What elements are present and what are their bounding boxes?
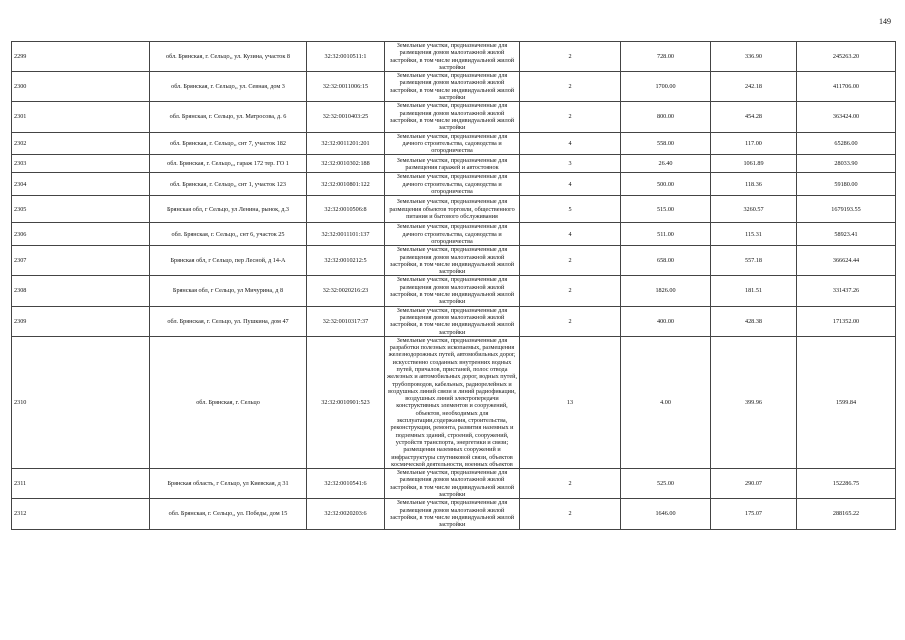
row-cadastral-value: 59180.00 [797, 173, 896, 196]
row-land-use: Земельные участки, предназначенные для дачного строительства, садоводства и огородничества [385, 223, 520, 246]
row-cadastral-value: 288165.22 [797, 499, 896, 529]
row-area: 1700.00 [621, 72, 711, 102]
row-address: Брянская обл, г Сельцо, пер Лесной, д 14-А [150, 246, 307, 276]
row-land-use: Земельные участки, предназначенные для размещения домов малоэтажной жилой застройки, в том числе индивидуальной жилой застройки [385, 499, 520, 529]
row-address: обл. Брянская, г. Сельцо,, снт 7, участок 182 [150, 132, 307, 155]
row-area: 511.00 [621, 223, 711, 246]
table-row [12, 246, 896, 276]
row-area: 1826.00 [621, 276, 711, 306]
row-land-use: Земельные участки, предназначенные для размещения домов малоэтажной жилой застройки, в том числе индивидуальной жилой застройки [385, 102, 520, 132]
row-area: 525.00 [621, 469, 711, 499]
row-cadastral-number: 32:32:0011101:137 [307, 223, 385, 246]
row-cadastral-number: 32:32:0010302:188 [307, 155, 385, 173]
row-land-use: Земельные участки, предназначенные для дачного строительства, садоводства и огородничества [385, 173, 520, 196]
table-row [12, 469, 896, 499]
table-row [12, 196, 896, 223]
table-row [12, 132, 896, 155]
row-area: 658.00 [621, 246, 711, 276]
row-land-use: Земельные участки, предназначенные для дачного строительства, садоводства и огородничества [385, 132, 520, 155]
row-group-code: 2 [520, 42, 621, 72]
table-row [12, 102, 896, 132]
row-specific-value: 3260.57 [711, 196, 797, 223]
table-row [12, 173, 896, 196]
row-cadastral-number: 32:32:0020203:6 [307, 499, 385, 529]
table-row [12, 223, 896, 246]
row-address: обл. Брянская, г. Сельцо,, снт 6, участок 25 [150, 223, 307, 246]
row-land-use: Земельные участки, предназначенные для размещения домов малоэтажной жилой застройки, в том числе индивидуальной жилой застройки [385, 42, 520, 72]
row-group-code: 2 [520, 102, 621, 132]
row-specific-value: 181.51 [711, 276, 797, 306]
row-number: 2312 [12, 499, 150, 529]
row-land-use: Земельные участки, предназначенные для размещения объектов торговли, общественного питания и бытового обслуживания [385, 196, 520, 223]
row-land-use: Земельные участки, предназначенные для размещения гаражей и автостоянок [385, 155, 520, 173]
row-specific-value: 175.07 [711, 499, 797, 529]
row-cadastral-value: 363424.00 [797, 102, 896, 132]
row-land-use: Земельные участки, предназначенные для размещения домов малоэтажной жилой застройки, в том числе индивидуальной жилой застройки [385, 72, 520, 102]
row-specific-value: 1061.89 [711, 155, 797, 173]
row-specific-value: 454.28 [711, 102, 797, 132]
row-specific-value: 336.90 [711, 42, 797, 72]
row-area: 400.00 [621, 306, 711, 336]
row-number: 2305 [12, 196, 150, 223]
row-number: 2308 [12, 276, 150, 306]
row-group-code: 4 [520, 223, 621, 246]
row-cadastral-value: 171352.00 [797, 306, 896, 336]
row-land-use: Земельные участки, предназначенные для разработки полезных ископаемых, размещения железнодорожных путей, автомобильных дорог, искусственно созданных внутренних водных путей, причалов, пристаней, полос отвода железных и автомобильных дорог, водных путей, трубопроводов, кабельных, радиорелейных и воздушных линий связи и линий радиофикации, воздушных линий электропередачи конструктивных элементов и сооружений, объектов, необходимых для эксплуатации,содержания, строительства, реконструкции, ремонта, развития наземных и подземных зданий, строений, сооружений, устройств транспорта, энергетики и связи; размещения наземных сооружений и инфраструктуры спутниковой связи, объектов космической деятельности, военных объектов [385, 336, 520, 468]
row-area: 1646.00 [621, 499, 711, 529]
row-address: Брянская область, г Сельцо, ул Киевская, д 31 [150, 469, 307, 499]
row-specific-value: 557.18 [711, 246, 797, 276]
row-number: 2302 [12, 132, 150, 155]
row-cadastral-value: 28033.90 [797, 155, 896, 173]
row-cadastral-value: 152286.75 [797, 469, 896, 499]
row-area: 26.40 [621, 155, 711, 173]
row-land-use: Земельные участки, предназначенные для размещения домов малоэтажной жилой застройки, в том числе индивидуальной жилой застройки [385, 469, 520, 499]
row-cadastral-value: 65286.00 [797, 132, 896, 155]
row-group-code: 4 [520, 173, 621, 196]
table-row [12, 276, 896, 306]
row-specific-value: 428.38 [711, 306, 797, 336]
row-land-use: Земельные участки, предназначенные для размещения домов малоэтажной жилой застройки, в том числе индивидуальной жилой застройки [385, 276, 520, 306]
row-cadastral-value: 331437.26 [797, 276, 896, 306]
table-row [12, 155, 896, 173]
row-cadastral-number: 32:32:0011201:201 [307, 132, 385, 155]
row-number: 2311 [12, 469, 150, 499]
row-number: 2299 [12, 42, 150, 72]
row-address: обл. Брянская, г. Сельцо [150, 336, 307, 468]
row-area: 800.00 [621, 102, 711, 132]
row-area: 4.00 [621, 336, 711, 468]
row-specific-value: 399.96 [711, 336, 797, 468]
row-group-code: 2 [520, 246, 621, 276]
row-group-code: 2 [520, 499, 621, 529]
row-number: 2309 [12, 306, 150, 336]
row-address: Брянская обл, г Сельцо, ул Мичурина, д 8 [150, 276, 307, 306]
row-number: 2300 [12, 72, 150, 102]
row-cadastral-number: 32:32:0010801:122 [307, 173, 385, 196]
row-area: 728.00 [621, 42, 711, 72]
row-land-use: Земельные участки, предназначенные для размещения домов малоэтажной жилой застройки, в том числе индивидуальной жилой застройки [385, 306, 520, 336]
row-address: обл. Брянская, г. Сельцо,, снт 1, участок 123 [150, 173, 307, 196]
table-row [12, 499, 896, 529]
cadastral-value-table [11, 41, 896, 530]
row-group-code: 13 [520, 336, 621, 468]
row-specific-value: 118.36 [711, 173, 797, 196]
row-area: 558.00 [621, 132, 711, 155]
row-number: 2310 [12, 336, 150, 468]
row-address: обл. Брянская, г. Сельцо,, ул. Кузина, участок 8 [150, 42, 307, 72]
table-row [12, 306, 896, 336]
row-cadastral-number: 32:32:0010511:1 [307, 42, 385, 72]
row-number: 2306 [12, 223, 150, 246]
row-specific-value: 117.00 [711, 132, 797, 155]
row-area: 515.00 [621, 196, 711, 223]
row-specific-value: 242.18 [711, 72, 797, 102]
row-cadastral-value: 1599.84 [797, 336, 896, 468]
row-cadastral-value: 245263.20 [797, 42, 896, 72]
row-cadastral-value: 411706.00 [797, 72, 896, 102]
row-address: обл. Брянская, г. Сельцо, ул. Пушкина, дом 47 [150, 306, 307, 336]
row-address: обл. Брянская, г. Сельцо,,, гараж 172 тер. ГО 1 [150, 155, 307, 173]
table-row [12, 42, 896, 72]
row-cadastral-number: 32:32:0011006:15 [307, 72, 385, 102]
row-number: 2301 [12, 102, 150, 132]
page-number: 149 [879, 17, 891, 26]
row-address: обл. Брянская, г. Сельцо, ул. Матросова, д. 6 [150, 102, 307, 132]
row-cadastral-value: 58923.41 [797, 223, 896, 246]
row-cadastral-number: 32:32:0010901:523 [307, 336, 385, 468]
row-group-code: 2 [520, 276, 621, 306]
row-group-code: 2 [520, 72, 621, 102]
row-area: 500.00 [621, 173, 711, 196]
row-cadastral-number: 32:32:0010212:5 [307, 246, 385, 276]
row-address: Брянская обл, г Сельцо, ул Ленина, рынок, д.3 [150, 196, 307, 223]
row-land-use: Земельные участки, предназначенные для размещения домов малоэтажной жилой застройки, в том числе индивидуальной жилой застройки [385, 246, 520, 276]
row-number: 2303 [12, 155, 150, 173]
row-cadastral-number: 32:32:0010403:25 [307, 102, 385, 132]
row-specific-value: 115.31 [711, 223, 797, 246]
row-group-code: 5 [520, 196, 621, 223]
row-address: обл. Брянская, г. Сельцо,, ул. Победы, дом 15 [150, 499, 307, 529]
row-cadastral-number: 32:32:0020216:23 [307, 276, 385, 306]
row-cadastral-number: 32:32:0010541:6 [307, 469, 385, 499]
row-group-code: 3 [520, 155, 621, 173]
row-cadastral-value: 366624.44 [797, 246, 896, 276]
row-group-code: 4 [520, 132, 621, 155]
table-row [12, 72, 896, 102]
row-cadastral-number: 32:32:0010317:37 [307, 306, 385, 336]
row-group-code: 2 [520, 306, 621, 336]
row-address: обл. Брянская, г. Сельцо,, ул. Севная, дом 3 [150, 72, 307, 102]
row-number: 2307 [12, 246, 150, 276]
row-number: 2304 [12, 173, 150, 196]
row-specific-value: 290.07 [711, 469, 797, 499]
row-cadastral-number: 32:32:0010506:8 [307, 196, 385, 223]
table-row [12, 336, 896, 468]
row-cadastral-value: 1679193.55 [797, 196, 896, 223]
row-group-code: 2 [520, 469, 621, 499]
